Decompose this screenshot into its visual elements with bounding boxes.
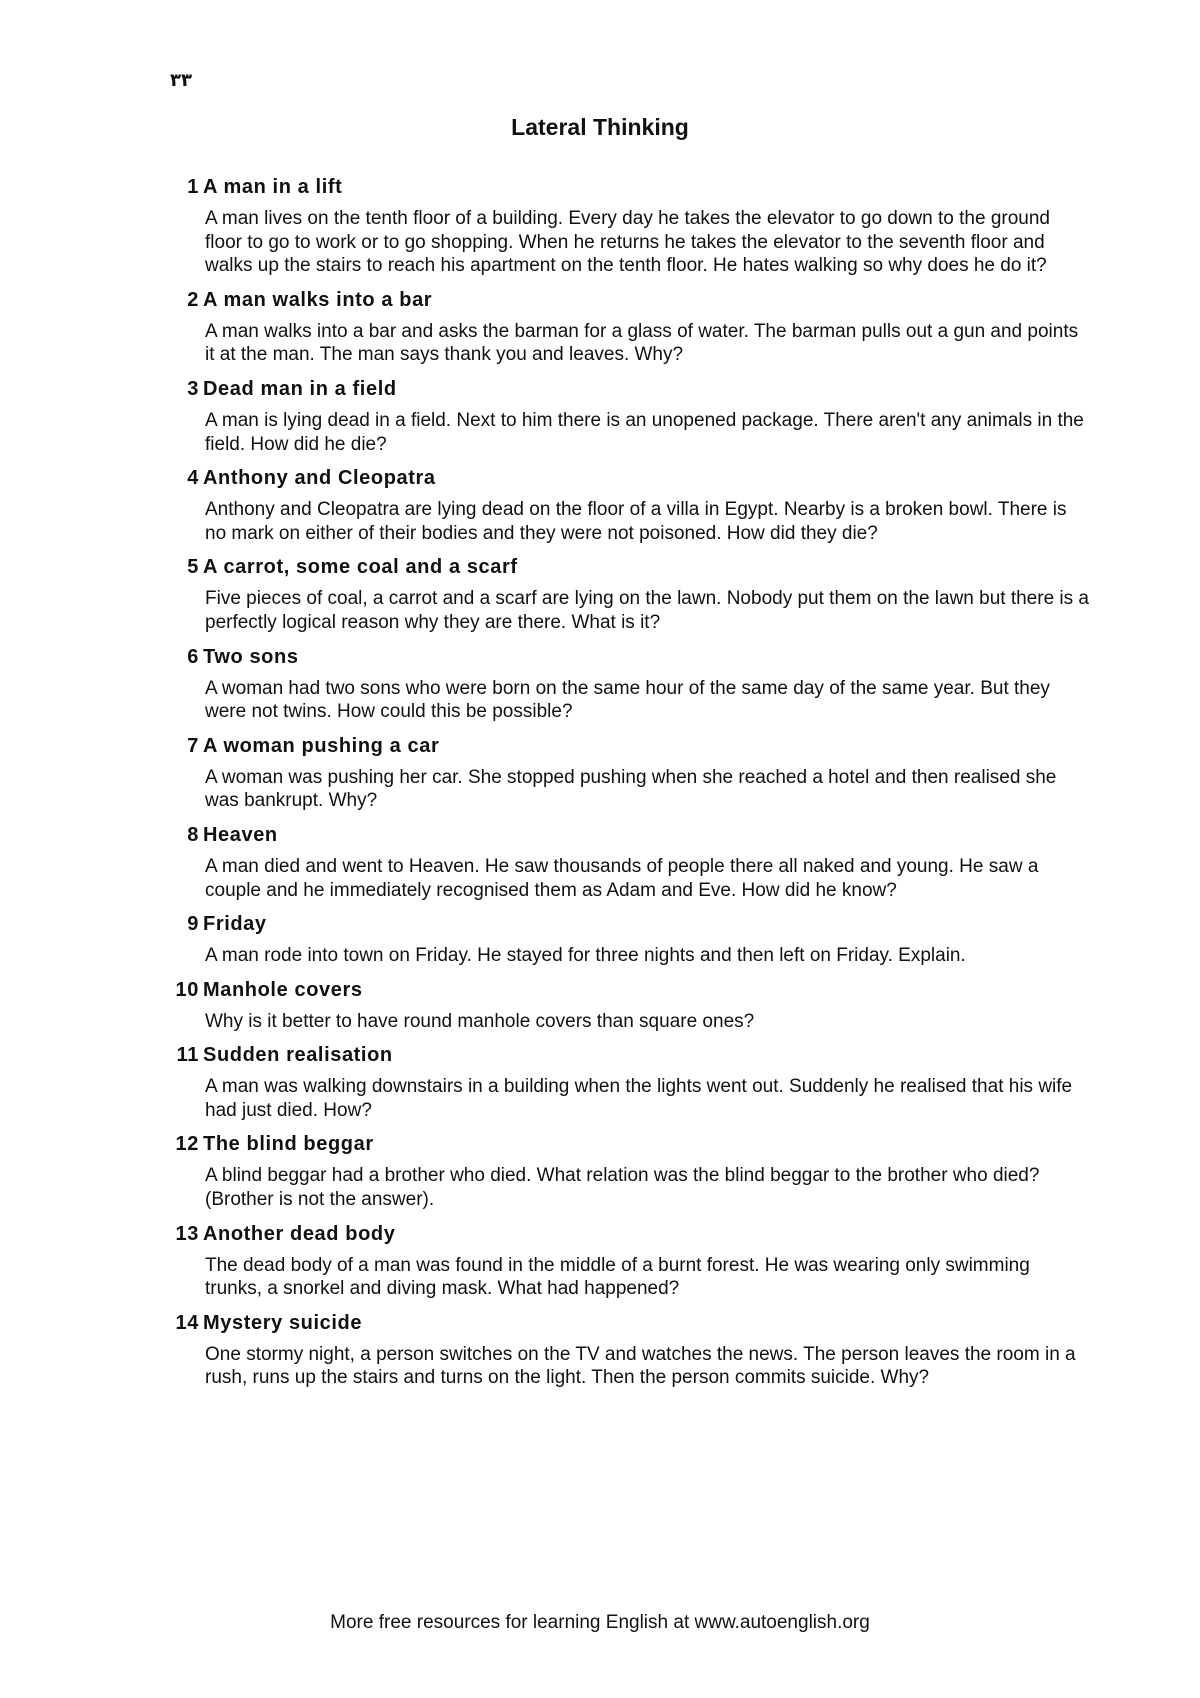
puzzle-item	[168, 645, 1088, 724]
puzzle-heading	[168, 175, 1088, 200]
puzzle-text: A man died and went to Heaven. He saw thousands of people there all naked and young. He saw a couple and he immediately recognised them as Adam and Eve. How did he know?	[205, 855, 1039, 901]
footer-note: More free resources for learning English at www.autoenglish.org	[330, 1612, 870, 1633]
puzzle-heading	[168, 466, 1088, 491]
puzzle-item	[168, 555, 1088, 634]
puzzle-heading	[168, 377, 1088, 402]
puzzle-list	[168, 175, 1088, 1400]
puzzle-title: Manhole covers	[203, 978, 363, 1001]
puzzle-text: A man was walking downstairs in a building when the lights went out. Suddenly he realised that his wife had just died. How?	[205, 1076, 1073, 1121]
puzzle-number: 8	[187, 823, 199, 846]
puzzle-title: Another dead body	[203, 1222, 396, 1245]
puzzle-item	[168, 734, 1088, 813]
puzzle-title: A carrot, some coal and a scarf	[203, 556, 518, 579]
puzzle-item	[168, 175, 1088, 278]
puzzle-number: 5	[187, 556, 199, 579]
puzzle-heading	[168, 1043, 1088, 1068]
puzzle-item	[168, 377, 1088, 456]
puzzle-title: Two sons	[203, 645, 299, 668]
puzzle-number: 3	[187, 377, 199, 400]
puzzle-heading	[168, 288, 1088, 313]
puzzle-title: Dead man in a field	[203, 377, 397, 400]
puzzle-heading	[168, 978, 1088, 1003]
puzzle-text: A woman had two sons who were born on the same hour of the same day of the same year. But they were not twins. How could this be possible?	[205, 677, 1050, 723]
puzzle-item	[168, 466, 1088, 545]
puzzle-item	[168, 1222, 1088, 1301]
puzzle-text: A man lives on the tenth floor of a building. Every day he takes the elevator to go down to the ground floor to go to work or to go shopping. When he returns he takes the elevator to the seventh floor and walks up the stairs to reach his apartment on the tenth floor. He hates walking so why does he do it?	[205, 208, 1050, 277]
puzzle-item	[168, 288, 1088, 367]
puzzle-title: A man in a lift	[203, 176, 343, 198]
puzzle-title: The blind beggar	[203, 1133, 374, 1156]
puzzle-heading	[168, 645, 1088, 670]
puzzle-item	[168, 978, 1088, 1034]
puzzle-text: Why is it better to have round manhole covers than square ones?	[205, 1010, 755, 1032]
puzzle-text: A blind beggar had a brother who died. What relation was the blind beggar to the brother who died? (Brother is not the answer).	[205, 1165, 1040, 1211]
puzzle-item	[168, 1132, 1088, 1211]
puzzle-item	[168, 1043, 1088, 1122]
puzzle-number: 4	[187, 467, 199, 490]
puzzle-text: A woman was pushing her car. She stopped pushing when she reached a hotel and then realised she was bankrupt. Why?	[205, 766, 1057, 812]
puzzle-title: Sudden realisation	[203, 1044, 393, 1067]
puzzle-number: 1	[187, 176, 199, 198]
puzzle-number: 6	[187, 645, 199, 668]
puzzle-heading	[168, 1132, 1088, 1157]
puzzle-item	[168, 912, 1088, 968]
puzzle-heading	[168, 1222, 1088, 1247]
puzzle-item	[168, 1311, 1088, 1390]
puzzle-title: Heaven	[203, 823, 278, 846]
puzzle-title: Friday	[203, 913, 267, 936]
puzzle-text: A man walks into a bar and asks the barman for a glass of water. The barman pulls out a gun and points it at the man. The man says thank you and leaves. Why?	[205, 320, 1079, 366]
page-number-mark: ٣٣	[170, 70, 192, 91]
page-title: Lateral Thinking	[511, 114, 689, 140]
puzzle-number: 7	[187, 734, 199, 757]
puzzle-text: Five pieces of coal, a carrot and a scarf are lying on the lawn. Nobody put them on the lawn but there is a perfectly logical reason why they are there. What is it?	[205, 588, 1089, 633]
puzzle-number: 12	[175, 1133, 199, 1156]
puzzle-heading	[168, 555, 1088, 580]
puzzle-title: A woman pushing a car	[203, 734, 440, 757]
puzzle-text: One stormy night, a person switches on the TV and watches the news. The person leaves the room in a rush, runs up the stairs and turns on the light. Then the person commits suicide. Why?	[205, 1343, 1076, 1389]
puzzle-text: A man rode into town on Friday. He stayed for three nights and then left on Friday. Explain.	[205, 945, 966, 967]
puzzle-title: Anthony and Cleopatra	[203, 467, 436, 490]
puzzle-text: The dead body of a man was found in the middle of a burnt forest. He was wearing only swimming trunks, a snorkel and diving mask. What had happened?	[205, 1254, 1030, 1300]
puzzle-number: 10	[175, 978, 199, 1001]
puzzle-text: Anthony and Cleopatra are lying dead on the floor of a villa in Egypt. Nearby is a broken bowl. There is no mark on either of their bodies and they were not poisoned. How did they die?	[205, 499, 1067, 544]
puzzle-text: A man is lying dead in a field. Next to him there is an unopened package. There aren't any animals in the field. How did he die?	[205, 409, 1084, 455]
puzzle-heading	[168, 734, 1088, 759]
puzzle-heading	[168, 912, 1088, 937]
puzzle-heading	[168, 823, 1088, 848]
puzzle-number: 14	[175, 1311, 199, 1334]
puzzle-title: Mystery suicide	[203, 1311, 363, 1334]
puzzle-item	[168, 823, 1088, 902]
puzzle-heading	[168, 1311, 1088, 1336]
puzzle-number: 11	[176, 1044, 199, 1067]
puzzle-title: A man walks into a bar	[203, 288, 433, 311]
puzzle-number: 9	[187, 913, 199, 936]
puzzle-number: 2	[187, 288, 199, 311]
puzzle-number: 13	[175, 1222, 199, 1245]
